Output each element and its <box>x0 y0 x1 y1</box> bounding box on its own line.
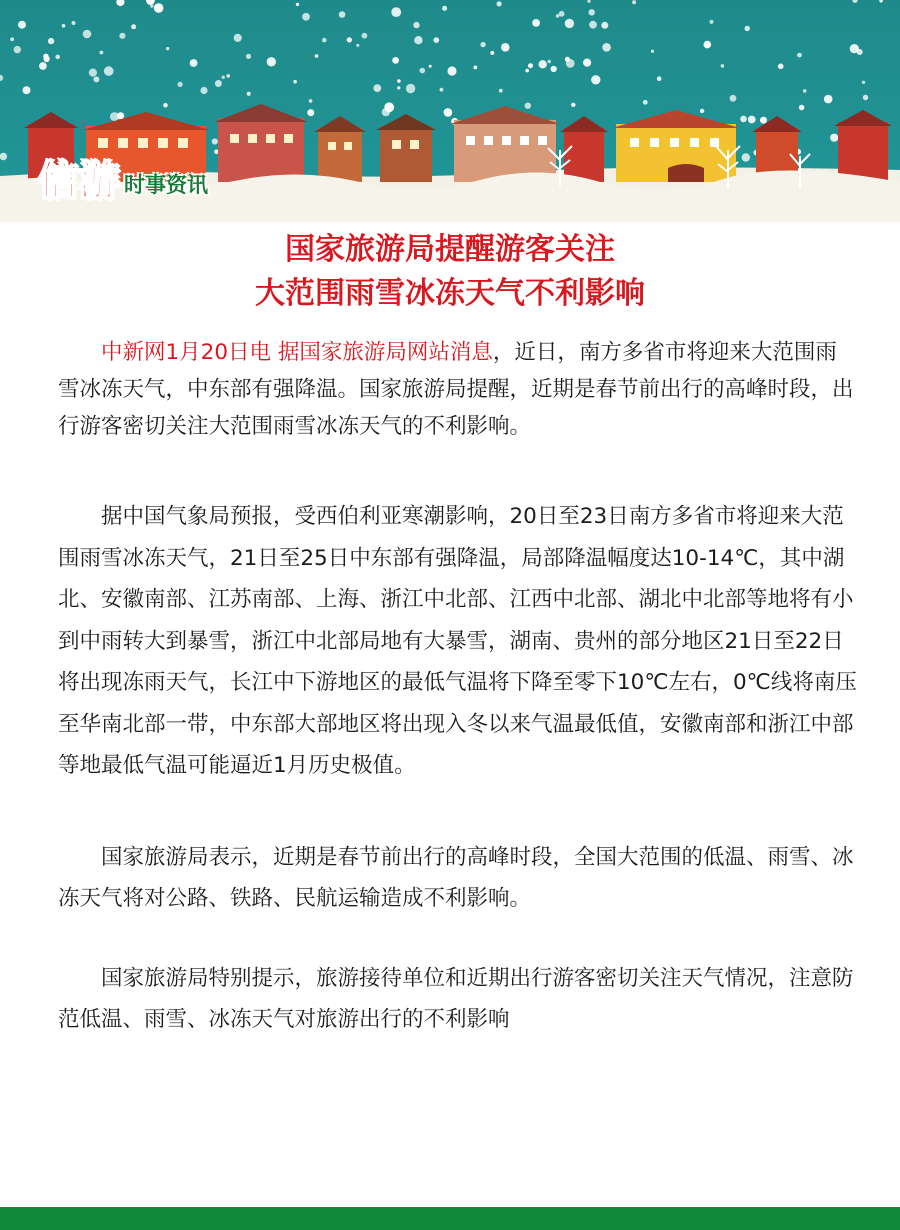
snowflake <box>824 95 833 104</box>
title-line-1: 国家旅游局提醒游客关注 <box>285 232 615 267</box>
snowflake <box>62 24 66 28</box>
snowflake <box>601 22 608 29</box>
snowflake <box>589 9 595 15</box>
snowflake <box>14 46 21 53</box>
snowflake <box>296 3 299 6</box>
snowflake <box>480 42 485 47</box>
page-title <box>0 228 900 316</box>
snowflake <box>420 68 426 74</box>
snowflake <box>657 76 662 81</box>
snowflake <box>362 33 368 39</box>
snowflake <box>234 34 242 42</box>
snowflake <box>119 33 125 39</box>
paragraph-advisory: 国家旅游局特别提示，旅游接待单位和近期出行游客密切关注天气情况，注意防范低温、雨雪、冰冻天气对旅游出行的不利影响 <box>58 965 854 1032</box>
footer-bar <box>0 1207 900 1230</box>
snowflake <box>166 47 169 50</box>
snowflake <box>643 100 648 105</box>
paragraph-impact: 国家旅游局表示，近期是春节前出行的高峰时段，全国大范围的低温、雨雪、冰冻天气将对公路、铁路、民航运输造成不利影响。 <box>58 844 854 911</box>
snowflake <box>651 50 654 53</box>
snowflake <box>307 109 314 116</box>
snowflake <box>501 43 510 52</box>
snowflake <box>382 108 390 116</box>
snowflake <box>117 112 124 119</box>
snowflake <box>406 84 415 93</box>
snowflake <box>797 53 802 58</box>
brand-logo <box>38 152 208 204</box>
title-line-2: 大范围雨雪冰冻天气不利影响 <box>255 276 645 311</box>
snowflake <box>565 19 574 28</box>
snowflake <box>830 134 838 142</box>
snowflake <box>539 60 547 68</box>
snowflake <box>429 65 432 68</box>
snowflake <box>433 37 439 43</box>
snowflake <box>247 92 251 96</box>
snowflake <box>163 103 168 108</box>
snowflake <box>356 44 359 47</box>
snowflake <box>83 30 92 39</box>
snowflake <box>551 66 557 72</box>
snowflake <box>226 74 230 78</box>
snowflake <box>10 37 14 41</box>
snowflake <box>39 62 47 70</box>
snowflake <box>632 0 636 4</box>
snowflake <box>190 59 198 67</box>
header-banner <box>0 0 900 222</box>
snowflake <box>862 81 865 84</box>
snowflake <box>528 63 533 68</box>
snowflake <box>778 64 784 70</box>
snowflake <box>742 153 750 161</box>
snowflake <box>850 44 859 53</box>
snowflake <box>799 105 805 111</box>
snowflake <box>745 26 750 31</box>
snowflake <box>154 3 164 13</box>
snowflake <box>373 84 381 92</box>
snowflake <box>559 11 565 17</box>
snowflake <box>0 153 7 160</box>
snowflake <box>740 116 747 123</box>
paragraph-forecast: 据中国气象局预报，受西伯利亚寒潮影响，20日至23日南方多省市将迎来大范围雨雪冰冻天气，21日至25日中东部有强降温，局部降温幅度达10-14℃，其中湖北、安徽南部、江苏南部、上海、浙江中北部、江西中北部、湖北中北部等地将有小到中雨转大到暴雪，浙江中北部局地有大暴雪，湖南、贵州的部分地区21日至22日将出现冻雨天气，长江中下游地区的最低气温将下降至零下10℃左右，0℃线将南压至华南北部一带，中东部大部地区将出现入冬以来气温最低值，安徽南部和浙江中部等地最低气温可能逼近1月历史极值。 <box>58 504 857 778</box>
snowflake <box>212 138 218 144</box>
snowflake <box>89 69 97 77</box>
news-source: 中新网1月20日电 据国家旅游局网站消息 <box>101 340 493 365</box>
snowflake <box>131 24 136 29</box>
snowflake <box>525 103 531 109</box>
snowflake <box>709 20 713 24</box>
snowflake <box>397 86 400 89</box>
snowflake <box>347 37 352 42</box>
snowflake <box>222 76 225 79</box>
snowflake <box>309 99 313 103</box>
snowflake <box>532 19 540 27</box>
snowflake <box>246 54 251 59</box>
snowflake <box>748 116 756 124</box>
snowflake <box>200 87 207 94</box>
brand-section: 时事资讯 <box>124 173 208 197</box>
snowflake <box>413 22 419 28</box>
snowflake <box>547 60 551 64</box>
snowflake <box>721 64 725 68</box>
snowflake <box>339 11 346 18</box>
snowflake <box>863 95 868 100</box>
snowflake <box>302 13 310 21</box>
snowflake <box>499 89 503 93</box>
snowflake <box>497 1 502 6</box>
snowflake <box>293 80 297 84</box>
snowflake <box>473 66 477 70</box>
snowflake <box>571 103 575 107</box>
brand-name: 信游 <box>38 158 120 204</box>
snowflake <box>55 55 60 60</box>
snowflake <box>48 38 54 44</box>
snowflake <box>447 66 456 75</box>
snowflake <box>803 89 807 93</box>
snowflake <box>178 82 183 87</box>
snowflake <box>392 57 399 64</box>
snowflake <box>525 69 529 73</box>
snowflake <box>566 59 575 68</box>
snowflake <box>704 41 712 49</box>
snowflake <box>93 76 99 82</box>
snowflake <box>100 51 104 55</box>
snowflake <box>315 54 319 58</box>
snowflake <box>591 75 600 84</box>
snowflake <box>23 86 31 94</box>
snowflake <box>589 21 597 29</box>
snowflake <box>414 36 422 44</box>
snowflake <box>556 14 560 18</box>
snowflake <box>730 95 737 102</box>
snowflake <box>391 7 401 17</box>
snowflake <box>43 54 48 59</box>
snowflake <box>602 43 611 52</box>
snowflake <box>442 6 447 11</box>
paragraph-intro <box>58 334 858 445</box>
snowflake <box>583 59 591 67</box>
snowflake <box>104 66 114 76</box>
article-body <box>58 334 858 1041</box>
snowflake <box>444 108 453 117</box>
snowflake <box>440 88 444 92</box>
snowflake <box>760 117 767 124</box>
snowflake <box>267 57 276 66</box>
snowflake <box>72 21 76 25</box>
snowflake <box>490 51 494 55</box>
intro-text: ，近日，南方多省市将迎来大范围雨雪冰冻天气，中东部有强降温。国家旅游局提醒，近期是春节前出行的高峰时段，出行游客密切关注大范围雨雪冰冻天气的不利影响。 <box>58 340 854 439</box>
snowflake <box>18 21 26 29</box>
snowflake <box>322 38 327 43</box>
snowflake <box>700 109 704 113</box>
snowflake <box>397 79 401 83</box>
snowflake <box>215 80 222 87</box>
